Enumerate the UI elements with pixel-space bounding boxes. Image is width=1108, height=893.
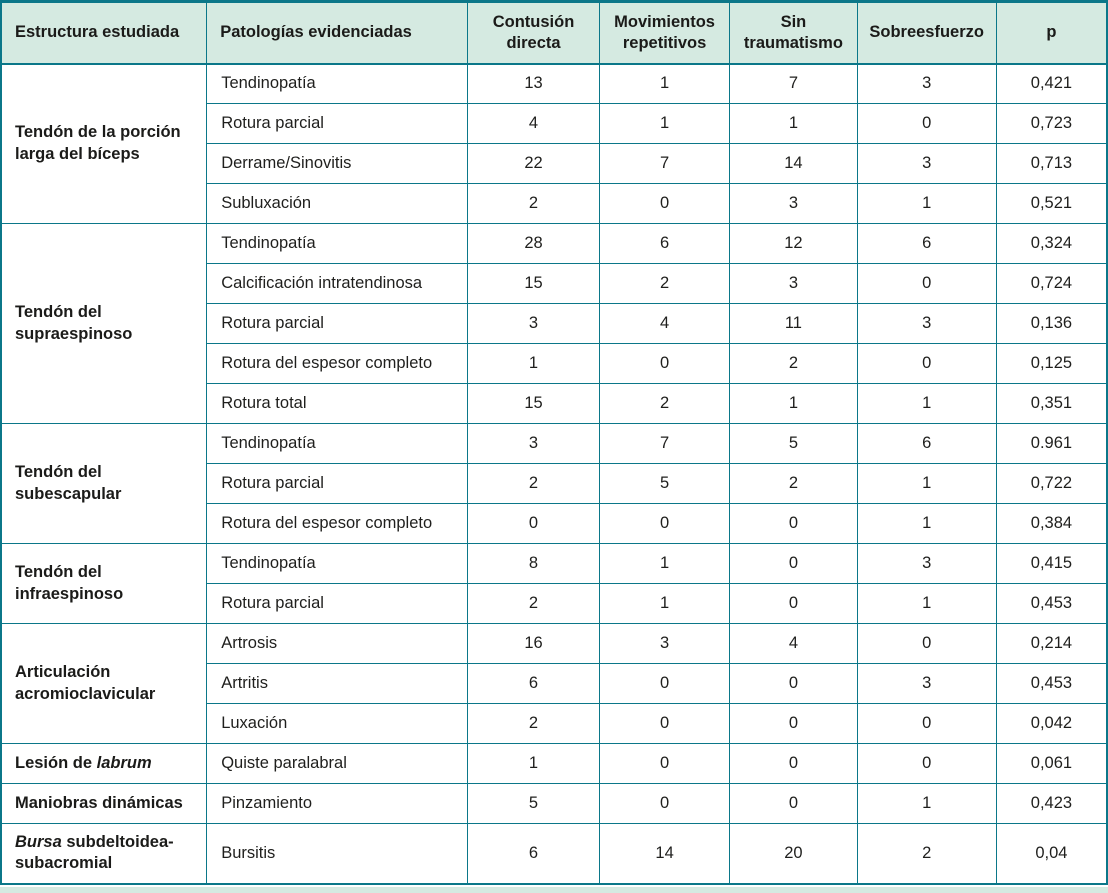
count-cell: 0 xyxy=(857,744,996,784)
count-cell: 7 xyxy=(599,144,730,184)
count-cell: 0 xyxy=(730,784,857,824)
count-cell: 7 xyxy=(730,64,857,104)
p-value-cell: 0,061 xyxy=(996,744,1107,784)
table-row xyxy=(1,224,1107,264)
pathology-cell: Quiste paralabral xyxy=(207,744,468,784)
count-cell: 6 xyxy=(857,224,996,264)
count-cell: 5 xyxy=(730,424,857,464)
table-row xyxy=(1,544,1107,584)
p-value-cell: 0.961 xyxy=(996,424,1107,464)
count-cell: 3 xyxy=(468,304,600,344)
p-value-cell: 0,351 xyxy=(996,384,1107,424)
count-cell: 0 xyxy=(730,744,857,784)
column-header: Sin traumatismo xyxy=(730,2,857,64)
count-cell: 7 xyxy=(599,424,730,464)
p-value-cell: 0,214 xyxy=(996,624,1107,664)
pathology-cell: Derrame/Sinovitis xyxy=(207,144,468,184)
column-header: Estructura estudiada xyxy=(1,2,207,64)
table-row xyxy=(1,624,1107,664)
pathology-cell: Tendinopatía xyxy=(207,224,468,264)
structure-label: Lesión de xyxy=(15,753,97,772)
count-cell: 2 xyxy=(468,584,600,624)
count-cell: 20 xyxy=(730,824,857,884)
pathology-cell: Pinzamiento xyxy=(207,784,468,824)
count-cell: 0 xyxy=(857,704,996,744)
count-cell: 2 xyxy=(468,704,600,744)
count-cell: 1 xyxy=(857,784,996,824)
count-cell: 0 xyxy=(599,344,730,384)
count-cell: 3 xyxy=(730,264,857,304)
count-cell: 0 xyxy=(730,544,857,584)
pathology-cell: Tendinopatía xyxy=(207,544,468,584)
table-row xyxy=(1,744,1107,784)
count-cell: 3 xyxy=(857,664,996,704)
count-cell: 1 xyxy=(599,64,730,104)
count-cell: 3 xyxy=(730,184,857,224)
pathology-cell: Tendinopatía xyxy=(207,64,468,104)
table-row xyxy=(1,424,1107,464)
count-cell: 4 xyxy=(599,304,730,344)
p-value-cell: 0,415 xyxy=(996,544,1107,584)
count-cell: 2 xyxy=(730,464,857,504)
count-cell: 1 xyxy=(730,104,857,144)
p-value-cell: 0,136 xyxy=(996,304,1107,344)
p-value-cell: 0,04 xyxy=(996,824,1107,884)
pathology-cell: Rotura del espesor completo xyxy=(207,504,468,544)
pathology-cell: Rotura total xyxy=(207,384,468,424)
bottom-strip xyxy=(0,887,1108,893)
p-value-cell: 0,423 xyxy=(996,784,1107,824)
count-cell: 11 xyxy=(730,304,857,344)
count-cell: 0 xyxy=(730,664,857,704)
count-cell: 5 xyxy=(468,784,600,824)
count-cell: 1 xyxy=(730,384,857,424)
count-cell: 6 xyxy=(599,224,730,264)
structure-cell xyxy=(1,824,207,884)
structure-cell xyxy=(1,64,207,224)
count-cell: 0 xyxy=(857,624,996,664)
count-cell: 2 xyxy=(857,824,996,884)
count-cell: 1 xyxy=(857,384,996,424)
p-value-cell: 0,324 xyxy=(996,224,1107,264)
count-cell: 3 xyxy=(468,424,600,464)
pathology-cell: Bursitis xyxy=(207,824,468,884)
table-header xyxy=(1,2,1107,64)
count-cell: 0 xyxy=(599,704,730,744)
pathology-cell: Rotura parcial xyxy=(207,464,468,504)
count-cell: 0 xyxy=(599,744,730,784)
p-value-cell: 0,453 xyxy=(996,664,1107,704)
count-cell: 0 xyxy=(599,184,730,224)
pathology-cell: Calcificación intratendinosa xyxy=(207,264,468,304)
count-cell: 0 xyxy=(599,664,730,704)
table-row xyxy=(1,64,1107,104)
count-cell: 2 xyxy=(599,264,730,304)
p-value-cell: 0,521 xyxy=(996,184,1107,224)
column-header: p xyxy=(996,2,1107,64)
count-cell: 1 xyxy=(468,344,600,384)
pathology-cell: Artritis xyxy=(207,664,468,704)
count-cell: 14 xyxy=(730,144,857,184)
table-row xyxy=(1,824,1107,884)
count-cell: 6 xyxy=(468,664,600,704)
count-cell: 15 xyxy=(468,264,600,304)
count-cell: 6 xyxy=(468,824,600,884)
count-cell: 2 xyxy=(599,384,730,424)
count-cell: 8 xyxy=(468,544,600,584)
structure-label: Tendón de la porción larga del bíceps xyxy=(15,123,181,163)
count-cell: 2 xyxy=(468,184,600,224)
count-cell: 0 xyxy=(857,264,996,304)
structure-cell xyxy=(1,624,207,744)
column-header: Contusión directa xyxy=(468,2,600,64)
count-cell: 3 xyxy=(857,144,996,184)
count-cell: 0 xyxy=(599,784,730,824)
structure-cell xyxy=(1,424,207,544)
structure-cell xyxy=(1,784,207,824)
p-value-cell: 0,453 xyxy=(996,584,1107,624)
count-cell: 1 xyxy=(857,184,996,224)
count-cell: 22 xyxy=(468,144,600,184)
count-cell: 4 xyxy=(468,104,600,144)
pathology-cell: Tendinopatía xyxy=(207,424,468,464)
p-value-cell: 0,125 xyxy=(996,344,1107,384)
pathology-cell: Rotura del espesor completo xyxy=(207,344,468,384)
count-cell: 15 xyxy=(468,384,600,424)
structure-cell xyxy=(1,224,207,424)
count-cell: 0 xyxy=(468,504,600,544)
p-value-cell: 0,421 xyxy=(996,64,1107,104)
structure-cell xyxy=(1,544,207,624)
column-header: Patologías evidenciadas xyxy=(207,2,468,64)
structure-label-italic: labrum xyxy=(96,753,152,772)
count-cell: 6 xyxy=(857,424,996,464)
p-value-cell: 0,723 xyxy=(996,104,1107,144)
header-row xyxy=(1,2,1107,64)
count-cell: 3 xyxy=(857,544,996,584)
count-cell: 5 xyxy=(599,464,730,504)
count-cell: 3 xyxy=(857,304,996,344)
p-value-cell: 0,042 xyxy=(996,704,1107,744)
p-value-cell: 0,384 xyxy=(996,504,1107,544)
count-cell: 16 xyxy=(468,624,600,664)
count-cell: 1 xyxy=(599,544,730,584)
count-cell: 0 xyxy=(730,704,857,744)
column-header: Sobreesfuerzo xyxy=(857,2,996,64)
count-cell: 2 xyxy=(468,464,600,504)
table-row xyxy=(1,784,1107,824)
pathology-cell: Luxación xyxy=(207,704,468,744)
count-cell: 13 xyxy=(468,64,600,104)
count-cell: 0 xyxy=(857,344,996,384)
structure-label: Tendón del supraespinoso xyxy=(15,303,133,343)
p-value-cell: 0,713 xyxy=(996,144,1107,184)
count-cell: 4 xyxy=(730,624,857,664)
pathology-cell: Artrosis xyxy=(207,624,468,664)
count-cell: 2 xyxy=(730,344,857,384)
count-cell: 28 xyxy=(468,224,600,264)
table-body xyxy=(1,64,1107,884)
count-cell: 1 xyxy=(857,504,996,544)
count-cell: 1 xyxy=(599,104,730,144)
pathology-cell: Rotura parcial xyxy=(207,304,468,344)
count-cell: 14 xyxy=(599,824,730,884)
structure-label: Maniobras dinámicas xyxy=(15,793,183,812)
count-cell: 0 xyxy=(857,104,996,144)
count-cell: 3 xyxy=(599,624,730,664)
count-cell: 0 xyxy=(599,504,730,544)
count-cell: 3 xyxy=(857,64,996,104)
count-cell: 0 xyxy=(730,504,857,544)
count-cell: 0 xyxy=(730,584,857,624)
structure-label-italic: Bursa xyxy=(15,833,62,851)
structure-cell xyxy=(1,744,207,784)
count-cell: 1 xyxy=(468,744,600,784)
pathology-cell: Rotura parcial xyxy=(207,104,468,144)
count-cell: 1 xyxy=(857,584,996,624)
structure-label: Tendón del subescapular xyxy=(15,463,122,503)
p-value-cell: 0,724 xyxy=(996,264,1107,304)
count-cell: 12 xyxy=(730,224,857,264)
structure-label: subdeltoidea-subacromial xyxy=(15,833,174,873)
structure-label: Articulación acromioclavicular xyxy=(15,663,156,703)
structure-label: Tendón del infraespinoso xyxy=(15,563,124,603)
pathology-cell: Subluxación xyxy=(207,184,468,224)
count-cell: 1 xyxy=(599,584,730,624)
p-value-cell: 0,722 xyxy=(996,464,1107,504)
pathology-cell: Rotura parcial xyxy=(207,584,468,624)
count-cell: 1 xyxy=(857,464,996,504)
column-header: Movimientos repetitivos xyxy=(599,2,730,64)
